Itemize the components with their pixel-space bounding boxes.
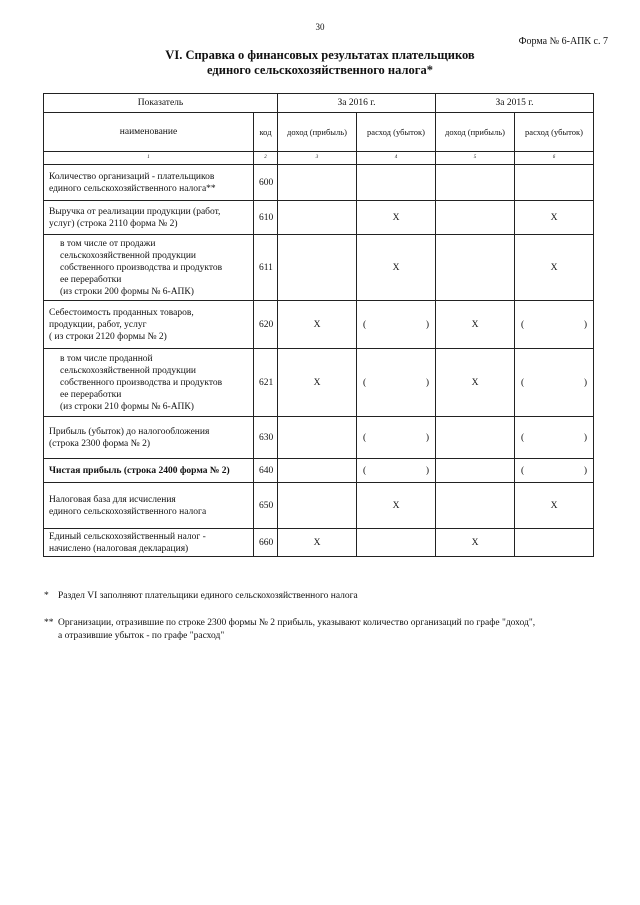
cell-empty	[436, 165, 515, 201]
cell-x-mark: X	[278, 529, 357, 557]
cell-parentheses: ( )	[515, 301, 594, 349]
header-year-2015: За 2015 г.	[436, 94, 594, 113]
cell-empty	[278, 483, 357, 529]
cell-x-mark: X	[436, 349, 515, 417]
cell-empty	[278, 201, 357, 235]
header-income-2015: доход (прибыль)	[436, 113, 515, 152]
financial-results-table	[43, 93, 594, 557]
row-code: 610	[254, 201, 278, 235]
cell-empty	[278, 165, 357, 201]
row-name: Чистая прибыль (строка 2400 форма № 2)	[44, 459, 254, 483]
header-code: код	[254, 113, 278, 152]
cell-parentheses: ( )	[357, 349, 436, 417]
table-row	[44, 483, 594, 529]
cell-empty	[515, 529, 594, 557]
header-expense-2015: расход (убыток)	[515, 113, 594, 152]
row-name: в том числе проданной сельскохозяйственной продукции собственного производства и продуктов ее переработки (из строки 210 формы № 6-АПК)	[44, 349, 254, 417]
row-code: 630	[254, 417, 278, 459]
header-income-2016: доход (прибыль)	[278, 113, 357, 152]
row-code: 621	[254, 349, 278, 417]
cell-parentheses: ( )	[515, 349, 594, 417]
col-number: 3	[278, 152, 357, 165]
row-code: 660	[254, 529, 278, 557]
row-code: 611	[254, 235, 278, 301]
section-title	[0, 48, 640, 78]
cell-empty	[436, 459, 515, 483]
cell-empty	[278, 459, 357, 483]
col-number: 5	[436, 152, 515, 165]
col-number: 2	[254, 152, 278, 165]
cell-empty	[278, 417, 357, 459]
title-line-1: VI. Справка о финансовых результатах плательщиков	[165, 48, 475, 62]
page-number: 30	[315, 22, 325, 32]
cell-x-mark: X	[278, 349, 357, 417]
cell-parentheses: ( )	[357, 301, 436, 349]
title-line-2: единого сельскохозяйственного налога*	[207, 63, 433, 77]
cell-x-mark: X	[515, 235, 594, 301]
cell-empty	[357, 529, 436, 557]
cell-empty	[357, 165, 436, 201]
footnote-2: ** Организации, отразившие по строке 2300 формы № 2 прибыль, указывают количество организаций по графе "доход", а отразившие убыток - по графе "расход"	[44, 618, 536, 641]
cell-empty	[278, 235, 357, 301]
header-name: наименование	[44, 113, 254, 152]
table-row	[44, 201, 594, 235]
table-row	[44, 529, 594, 557]
cell-x-mark: X	[515, 201, 594, 235]
header-year-2016: За 2016 г.	[278, 94, 436, 113]
cell-x-mark: X	[436, 529, 515, 557]
cell-empty	[436, 201, 515, 235]
row-name: Себестоимость проданных товаров, продукции, работ, услуг ( из строки 2120 формы № 2)	[44, 301, 254, 349]
table-row	[44, 459, 594, 483]
cell-empty	[515, 165, 594, 201]
form-label: Форма № 6-АПК с. 7	[518, 36, 608, 47]
row-code: 650	[254, 483, 278, 529]
cell-parentheses: ( )	[515, 459, 594, 483]
row-code: 620	[254, 301, 278, 349]
table-row	[44, 301, 594, 349]
cell-parentheses: ( )	[357, 459, 436, 483]
table-row	[44, 165, 594, 201]
cell-x-mark: X	[357, 201, 436, 235]
cell-x-mark: X	[357, 235, 436, 301]
row-name: в том числе от продажи сельскохозяйственной продукции собственного производства и продуктов ее переработки (из строки 200 формы № 6-АПК)	[44, 235, 254, 301]
col-number: 4	[357, 152, 436, 165]
header-indicator: Показатель	[44, 94, 278, 113]
table-row	[44, 235, 594, 301]
cell-empty	[436, 417, 515, 459]
row-name: Выручка от реализации продукции (работ, услуг) (строка 2110 форма № 2)	[44, 201, 254, 235]
row-code: 600	[254, 165, 278, 201]
row-code: 640	[254, 459, 278, 483]
cell-empty	[436, 483, 515, 529]
cell-parentheses: ( )	[357, 417, 436, 459]
col-number: 6	[515, 152, 594, 165]
header-expense-2016: расход (убыток)	[357, 113, 436, 152]
cell-empty	[436, 235, 515, 301]
cell-x-mark: X	[357, 483, 436, 529]
table-row	[44, 349, 594, 417]
cell-parentheses: ( )	[515, 417, 594, 459]
row-name: Налоговая база для исчисления единого сельскохозяйственного налога	[44, 483, 254, 529]
cell-x-mark: X	[278, 301, 357, 349]
cell-x-mark: X	[436, 301, 515, 349]
row-name: Количество организаций - плательщиков единого сельскохозяйственного налога**	[44, 165, 254, 201]
table-row	[44, 417, 594, 459]
footnote-1: * Раздел VI заполняют плательщики единого сельскохозяйственного налога	[44, 591, 358, 601]
footnotes	[44, 590, 604, 657]
col-number: 1	[44, 152, 254, 165]
row-name: Прибыль (убыток) до налогообложения (строка 2300 форма № 2)	[44, 417, 254, 459]
row-name: Единый сельскохозяйственный налог - начислено (налоговая декларация)	[44, 529, 254, 557]
cell-x-mark: X	[515, 483, 594, 529]
